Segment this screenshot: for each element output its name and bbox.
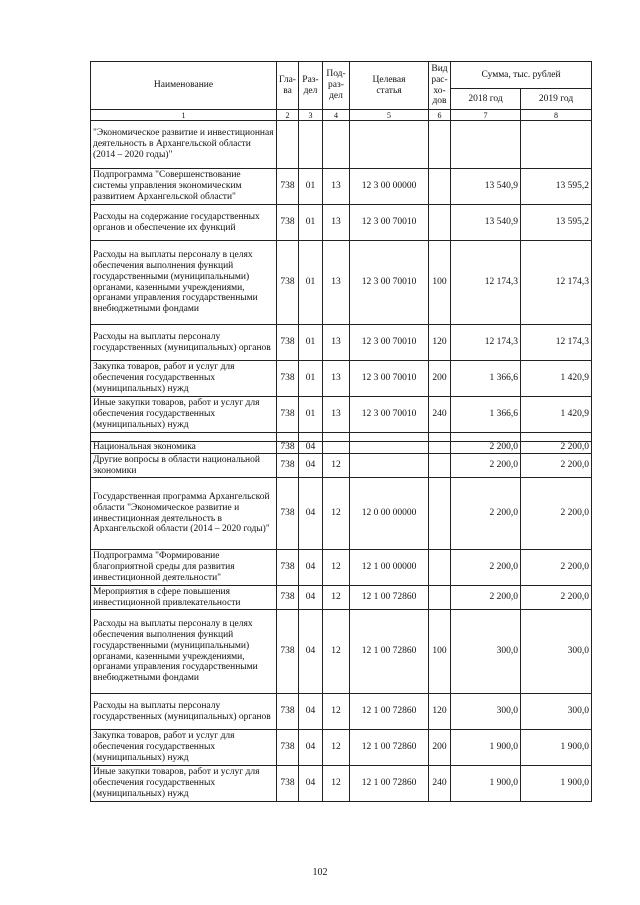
row-target: 12 1 00 72860 xyxy=(350,610,429,694)
row-razdel: 04 xyxy=(299,550,323,586)
row-target: 12 1 00 72860 xyxy=(350,694,429,730)
row-target: 12 1 00 72860 xyxy=(350,586,429,610)
row-sum-2018: 1 366,6 xyxy=(451,361,521,397)
column-number: 1 xyxy=(91,110,277,121)
row-name: Иные закупки товаров, работ и услуг для обеспечения государственных (муниципальных) нужд xyxy=(91,766,277,802)
row-sum-2018: 2 200,0 xyxy=(451,550,521,586)
header-year-2018: 2018 год xyxy=(451,89,521,110)
row-sum-2018: 13 540,9 xyxy=(451,169,521,205)
row-sum-2019: 13 595,2 xyxy=(521,205,592,241)
header-name: Наименование xyxy=(91,62,277,110)
header-vid: Вид рас- хо- дов xyxy=(429,62,451,110)
row-vid: 240 xyxy=(429,766,451,802)
header-glava: Гла- ва xyxy=(277,62,299,110)
header-razdel: Раз- дел xyxy=(299,62,323,110)
row-razdel: 04 xyxy=(299,586,323,610)
row-name: Подпрограмма "Совершенствование системы управления экономическим развитием Архангельской области" xyxy=(91,169,277,205)
row-podrazdel: 13 xyxy=(323,205,350,241)
row-podrazdel: 13 xyxy=(323,397,350,433)
row-glava: 738 xyxy=(277,694,299,730)
row-name: Подпрограмма "Формирование благоприятной среды для развития инвестиционной деятельности" xyxy=(91,550,277,586)
row-sum-2019: 1 420,9 xyxy=(521,361,592,397)
row-target: 12 3 00 70010 xyxy=(350,205,429,241)
table-row xyxy=(91,121,592,169)
column-number: 8 xyxy=(521,110,592,121)
row-sum-2019: 2 200,0 xyxy=(521,550,592,586)
row-razdel: 04 xyxy=(299,454,323,478)
row-podrazdel: 12 xyxy=(323,694,350,730)
row-glava: 738 xyxy=(277,361,299,397)
row-target xyxy=(350,454,429,478)
row-glava: 738 xyxy=(277,169,299,205)
row-sum-2019: 300,0 xyxy=(521,610,592,694)
row-sum-2018: 2 200,0 xyxy=(451,586,521,610)
row-glava: 738 xyxy=(277,397,299,433)
budget-table xyxy=(90,61,592,802)
row-razdel: 04 xyxy=(299,610,323,694)
row-target: 12 1 00 00000 xyxy=(350,550,429,586)
row-sum-2018: 1 900,0 xyxy=(451,766,521,802)
header-target: Целевая статья xyxy=(350,62,429,110)
row-podrazdel xyxy=(323,121,350,169)
row-podrazdel: 12 xyxy=(323,730,350,766)
row-glava xyxy=(277,433,299,442)
table-row xyxy=(91,730,592,766)
row-sum-2019: 13 595,2 xyxy=(521,169,592,205)
row-podrazdel: 12 xyxy=(323,550,350,586)
row-vid: 200 xyxy=(429,361,451,397)
row-vid: 120 xyxy=(429,325,451,361)
row-razdel: 04 xyxy=(299,766,323,802)
row-podrazdel: 12 xyxy=(323,454,350,478)
row-razdel: 01 xyxy=(299,169,323,205)
table-row xyxy=(91,694,592,730)
table-row xyxy=(91,433,592,442)
table-row xyxy=(91,361,592,397)
column-number: 2 xyxy=(277,110,299,121)
row-sum-2019: 300,0 xyxy=(521,694,592,730)
table-row xyxy=(91,610,592,694)
row-podrazdel: 12 xyxy=(323,610,350,694)
row-sum-2018: 300,0 xyxy=(451,694,521,730)
row-sum-2018: 12 174,3 xyxy=(451,325,521,361)
row-glava: 738 xyxy=(277,442,299,454)
column-numbers-row xyxy=(91,110,592,121)
row-razdel: 01 xyxy=(299,397,323,433)
row-podrazdel: 13 xyxy=(323,325,350,361)
row-target: 12 3 00 70010 xyxy=(350,397,429,433)
row-target: 12 3 00 70010 xyxy=(350,361,429,397)
row-vid: 120 xyxy=(429,694,451,730)
row-razdel: 04 xyxy=(299,730,323,766)
row-sum-2019: 1 900,0 xyxy=(521,766,592,802)
column-number: 3 xyxy=(299,110,323,121)
row-sum-2019 xyxy=(521,433,592,442)
row-podrazdel: 12 xyxy=(323,586,350,610)
row-vid xyxy=(429,586,451,610)
row-podrazdel: 12 xyxy=(323,478,350,550)
row-sum-2018: 12 174,3 xyxy=(451,241,521,325)
header-year-2019: 2019 год xyxy=(521,89,592,110)
row-razdel: 01 xyxy=(299,241,323,325)
row-glava: 738 xyxy=(277,205,299,241)
header-sum: Сумма, тыс. рублей xyxy=(451,62,592,89)
header-podrazdel: Под- раз- дел xyxy=(323,62,350,110)
row-glava: 738 xyxy=(277,325,299,361)
row-razdel: 01 xyxy=(299,205,323,241)
row-name: Мероприятия в сфере повышения инвестиционной привлекательности xyxy=(91,586,277,610)
row-razdel: 04 xyxy=(299,442,323,454)
row-vid: 100 xyxy=(429,241,451,325)
row-glava: 738 xyxy=(277,478,299,550)
row-razdel: 01 xyxy=(299,325,323,361)
row-razdel: 04 xyxy=(299,478,323,550)
row-name: Другие вопросы в области национальной экономики xyxy=(91,454,277,478)
row-podrazdel: 12 xyxy=(323,766,350,802)
table-row xyxy=(91,766,592,802)
row-razdel: 01 xyxy=(299,361,323,397)
row-glava xyxy=(277,121,299,169)
row-glava: 738 xyxy=(277,550,299,586)
row-razdel xyxy=(299,433,323,442)
table-row xyxy=(91,205,592,241)
row-sum-2019: 2 200,0 xyxy=(521,454,592,478)
row-sum-2018: 1 366,6 xyxy=(451,397,521,433)
row-vid xyxy=(429,550,451,586)
column-number: 4 xyxy=(323,110,350,121)
row-vid xyxy=(429,454,451,478)
table-row xyxy=(91,586,592,610)
row-razdel: 04 xyxy=(299,694,323,730)
row-sum-2018: 13 540,9 xyxy=(451,205,521,241)
column-number: 6 xyxy=(429,110,451,121)
row-vid: 100 xyxy=(429,610,451,694)
column-number: 7 xyxy=(451,110,521,121)
row-glava: 738 xyxy=(277,586,299,610)
table-row xyxy=(91,169,592,205)
row-podrazdel xyxy=(323,433,350,442)
table-row xyxy=(91,397,592,433)
row-name: Закупка товаров, работ и услуг для обеспечения государственных (муниципальных) нужд xyxy=(91,730,277,766)
row-vid xyxy=(429,169,451,205)
table-header xyxy=(91,62,592,121)
row-vid xyxy=(429,442,451,454)
row-sum-2019: 1 900,0 xyxy=(521,730,592,766)
row-target xyxy=(350,433,429,442)
row-podrazdel: 13 xyxy=(323,241,350,325)
row-glava: 738 xyxy=(277,766,299,802)
table-row xyxy=(91,241,592,325)
table-row xyxy=(91,478,592,550)
row-vid: 240 xyxy=(429,397,451,433)
table-row xyxy=(91,550,592,586)
row-sum-2018: 300,0 xyxy=(451,610,521,694)
row-vid: 200 xyxy=(429,730,451,766)
row-vid xyxy=(429,433,451,442)
row-target: 12 3 00 70010 xyxy=(350,241,429,325)
row-name: Расходы на выплаты персоналу в целях обеспечения выполнения функций государственными (муниципальными) органами, казенными учреждениями, органами управления государственными внебюджетными фондами xyxy=(91,610,277,694)
column-number: 5 xyxy=(350,110,429,121)
row-sum-2019 xyxy=(521,121,592,169)
row-name: Расходы на содержание государственных органов и обеспечение их функций xyxy=(91,205,277,241)
table-body xyxy=(91,121,592,802)
row-target: 12 3 00 70010 xyxy=(350,325,429,361)
row-target: 12 3 00 00000 xyxy=(350,169,429,205)
page-number: 102 xyxy=(312,867,328,878)
table-row xyxy=(91,454,592,478)
row-sum-2019: 2 200,0 xyxy=(521,478,592,550)
row-sum-2019: 12 174,3 xyxy=(521,241,592,325)
row-sum-2018 xyxy=(451,433,521,442)
row-glava: 738 xyxy=(277,730,299,766)
row-vid xyxy=(429,478,451,550)
row-target xyxy=(350,121,429,169)
row-name: Расходы на выплаты персоналу в целях обеспечения выполнения функций государственными (муниципальными) органами, казенными учреждениями, органами управления государственными внебюджетными фондами xyxy=(91,241,277,325)
row-sum-2019: 2 200,0 xyxy=(521,442,592,454)
row-target: 12 1 00 72860 xyxy=(350,730,429,766)
row-podrazdel xyxy=(323,442,350,454)
row-vid xyxy=(429,205,451,241)
row-name: Иные закупки товаров, работ и услуг для обеспечения государственных (муниципальных) нужд xyxy=(91,397,277,433)
row-sum-2018: 2 200,0 xyxy=(451,454,521,478)
row-sum-2018: 2 200,0 xyxy=(451,442,521,454)
row-sum-2018: 1 900,0 xyxy=(451,730,521,766)
row-sum-2019: 1 420,9 xyxy=(521,397,592,433)
row-target: 12 0 00 00000 xyxy=(350,478,429,550)
table-row xyxy=(91,442,592,454)
row-sum-2018: 2 200,0 xyxy=(451,478,521,550)
row-glava: 738 xyxy=(277,241,299,325)
row-sum-2018 xyxy=(451,121,521,169)
row-glava: 738 xyxy=(277,454,299,478)
row-vid xyxy=(429,121,451,169)
row-sum-2019: 2 200,0 xyxy=(521,586,592,610)
row-name: "Экономическое развитие и инвестиционная деятельность в Архангельской области (2014 – 2020 годы)" xyxy=(91,121,277,169)
row-name xyxy=(91,433,277,442)
row-name: Расходы на выплаты персоналу государственных (муниципальных) органов xyxy=(91,325,277,361)
row-podrazdel: 13 xyxy=(323,361,350,397)
row-target xyxy=(350,442,429,454)
row-name: Государственная программа Архангельской области "Экономическое развитие и инвестиционная деятельность в Архангельской области (2014 – 2020 годы)" xyxy=(91,478,277,550)
row-name: Национальная экономика xyxy=(91,442,277,454)
row-name: Закупка товаров, работ и услуг для обеспечения государственных (муниципальных) нужд xyxy=(91,361,277,397)
row-target: 12 1 00 72860 xyxy=(350,766,429,802)
row-name: Расходы на выплаты персоналу государственных (муниципальных) органов xyxy=(91,694,277,730)
row-razdel xyxy=(299,121,323,169)
row-glava: 738 xyxy=(277,610,299,694)
row-sum-2019: 12 174,3 xyxy=(521,325,592,361)
row-podrazdel: 13 xyxy=(323,169,350,205)
table-row xyxy=(91,325,592,361)
